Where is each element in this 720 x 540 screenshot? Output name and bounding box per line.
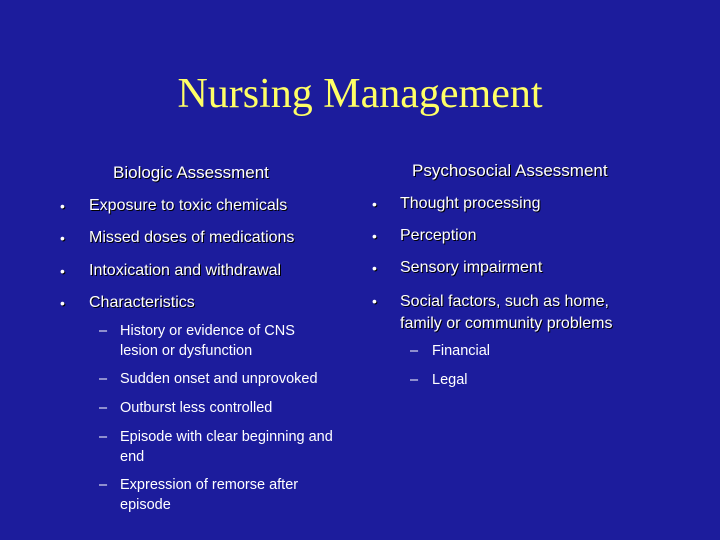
- biologic-assessment-heading: Biologic Assessment: [113, 163, 269, 182]
- dash-icon: –: [99, 477, 108, 493]
- left-item-characteristics: Characteristics: [89, 294, 195, 311]
- bullet-icon: •: [60, 230, 65, 246]
- dash-icon: –: [410, 372, 419, 388]
- left-subitem-sudden-onset: Sudden onset and unprovoked: [120, 371, 318, 387]
- left-item-intoxication: Intoxication and withdrawal: [89, 262, 282, 279]
- right-item-thought-processing: Thought processing: [400, 195, 541, 212]
- bullet-icon: •: [372, 228, 377, 244]
- right-item-social-factors: Social factors, such as home, family or community problems: [400, 293, 613, 332]
- left-item-missed-doses: Missed doses of medications: [89, 229, 295, 246]
- bullet-icon: •: [60, 295, 65, 311]
- bullet-icon: •: [60, 198, 65, 214]
- dash-icon: –: [99, 429, 108, 445]
- right-item-sensory-impairment: Sensory impairment: [400, 259, 543, 276]
- slide-title: Nursing Management: [177, 71, 543, 117]
- left-subitem-cns-lesion: History or evidence of CNS lesion or dysfunction: [120, 323, 295, 359]
- dash-icon: –: [99, 371, 108, 387]
- dash-icon: –: [99, 323, 108, 339]
- bullet-icon: •: [372, 196, 377, 212]
- left-subitem-remorse: Expression of remorse after episode: [120, 477, 299, 513]
- right-subitem-legal: Legal: [432, 372, 468, 388]
- dash-icon: –: [410, 343, 419, 359]
- psychosocial-assessment-heading: Psychosocial Assessment: [412, 161, 608, 180]
- bullet-icon: •: [60, 263, 65, 279]
- dash-icon: –: [99, 400, 108, 416]
- right-subitem-financial: Financial: [432, 343, 491, 359]
- right-item-perception: Perception: [400, 227, 477, 244]
- left-subitem-episode: Episode with clear beginning and end: [120, 429, 333, 465]
- left-subitem-outburst: Outburst less controlled: [120, 400, 273, 416]
- bullet-icon: •: [372, 293, 377, 309]
- left-item-toxic-chemicals: Exposure to toxic chemicals: [89, 197, 288, 214]
- bullet-icon: •: [372, 260, 377, 276]
